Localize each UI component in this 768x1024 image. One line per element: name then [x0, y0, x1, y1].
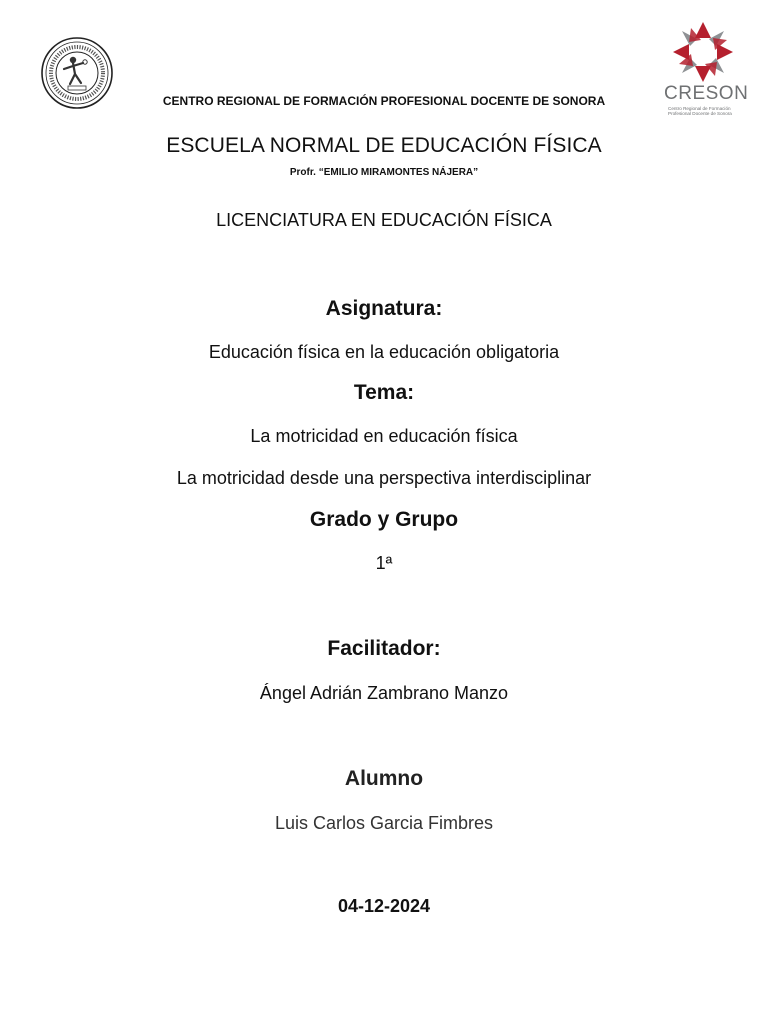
grado-heading: Grado y Grupo	[309, 508, 459, 531]
document-date: 04-12-2024	[337, 896, 431, 916]
asignatura-value: Educación física en la educación obligatoria	[208, 342, 560, 362]
degree-name: LICENCIATURA EN EDUCACIÓN FÍSICA	[216, 210, 552, 230]
school-subtitle: Profr. “EMILIO MIRAMONTES NÁJERA”	[289, 167, 479, 178]
school-name: ESCUELA NORMAL DE EDUCACIÓN FÍSICA	[166, 134, 602, 157]
grado-value: 1ª	[375, 553, 393, 573]
alumno-heading: Alumno	[344, 767, 424, 790]
institution-name: CENTRO REGIONAL DE FORMACIÓN PROFESIONAL DOCENTE DE SONORA	[162, 94, 606, 108]
creson-wordmark: CRESON	[664, 83, 749, 104]
alumno-value: Luis Carlos Garcia Fimbres	[274, 813, 494, 833]
tema-value-2: La motricidad desde una perspectiva interdisciplinar	[176, 468, 592, 488]
facilitador-heading: Facilitador:	[327, 637, 441, 660]
tema-value-1: La motricidad en educación física	[250, 426, 518, 446]
creson-subtitle: Centro Regional de Formación Profesional Docente de Sonora	[668, 106, 732, 116]
tema-heading: Tema:	[353, 381, 415, 404]
facilitador-value: Ángel Adrián Zambrano Manzo	[259, 683, 509, 703]
asignatura-heading: Asignatura:	[325, 297, 443, 320]
